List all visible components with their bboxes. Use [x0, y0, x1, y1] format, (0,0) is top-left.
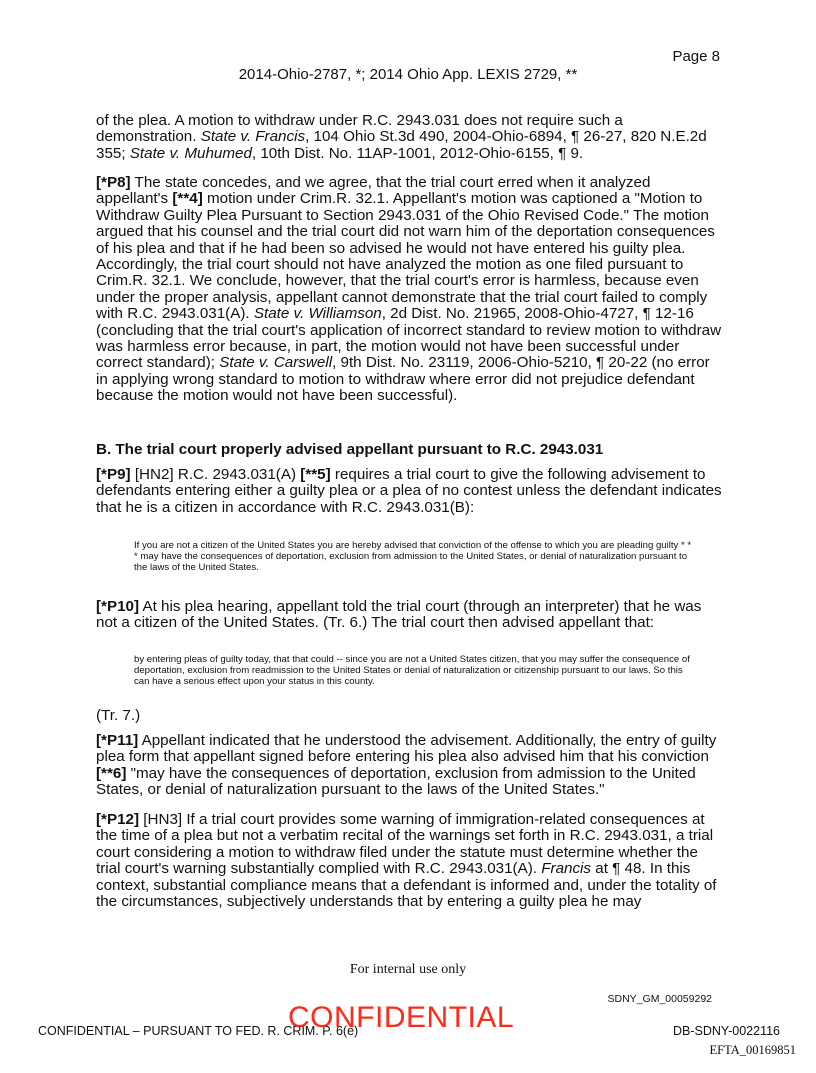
text-run: , 9th Dist. No. 23119, 2006-Ohio-5210, ¶ 20-22 (no error in applying wrong standard to motion to withdraw where error did not prejudice defendant because the motion would not have been successful). — [96, 354, 710, 405]
text-run: motion under Crim.R. 32.1. Appellant's motion was captioned a "Motion to Withdraw Guilty Plea Pursuant to Section 2943.031 of the Ohio Revised Code." The motion argued that his counsel and the trial court did not warn him of the deportation consequences of his plea and that if he had been so advised he would not have entered his guilty plea. Accordingly, the trial court should not have analyzed the motion as one filed pursuant to Crim.R. 32.1. We conclude, however, that the trial court's error is harmless, because even under the proper analysis, appellant cannot demonstrate that the trial court failed to comply with R.C. 2943.031(A). — [96, 190, 715, 323]
text-run: , 10th Dist. No. 11AP-1001, 2012-Ohio-6155, ¶ 9. — [251, 144, 584, 162]
bates-number: SDNY_GM_00059292 — [607, 993, 712, 1005]
case-name: State v. Carswell — [219, 354, 333, 372]
confidential-stamp: CONFIDENTIAL — [288, 1001, 515, 1034]
paragraph-p8 — [96, 175, 724, 405]
paragraph-continuation — [96, 113, 724, 162]
case-name: State v. Williamson — [253, 305, 382, 323]
page-pin: [**4] — [172, 190, 203, 208]
internal-use-notice: For internal use only — [349, 962, 467, 977]
case-name: State v. Muhumed — [129, 144, 252, 162]
paragraph-marker: [*P10] — [96, 598, 140, 615]
page-pin: [**5] — [300, 466, 331, 483]
page-number: Page 8 — [672, 48, 720, 65]
paragraph-marker: [*P8] — [96, 174, 131, 191]
text-run: [HN3] If a trial court provides some warning of immigration-related consequences at the time of a plea but not a verbatim recital of the warnings set forth in R.C. 2943.031, a trial court considering a motion to withdraw filed under the statute must determine whether the trial court's warning substantially complied with R.C. 2943.031(A). — [96, 811, 714, 878]
transcript-cite: (Tr. 7.) — [96, 707, 141, 724]
case-citation-header: 2014-Ohio-2787, *; 2014 Ohio App. LEXIS 2729, ** — [238, 66, 578, 83]
text-run: Appellant indicated that he understood the advisement. Additionally, the entry of guilty plea form that appellant signed before entering his plea also advised him that his conviction — [96, 732, 717, 766]
block-quote-transcript: by entering pleas of guilty today, that that could -- since you are not a United States citizen, that you may suffer the consequence of deportation, exclusion from readmission to the United States or denial of naturalization or citizenship pursuant to our laws. So this can have a serious effect upon your status in this county. — [134, 654, 690, 687]
text-run: of the plea. A motion to withdraw under R.C. 2943.031 does not require such a demonstration. — [96, 112, 623, 146]
block-quote-statute: If you are not a citizen of the United States you are hereby advised that conviction of the offense to which you are pleading guilty * * * may have the consequences of deportation, exclusion from admission to the United States, or denial of naturalization pursuant to the laws of the United States. — [134, 540, 692, 573]
paragraph-p12 — [96, 812, 724, 910]
text-run: At his plea hearing, appellant told the trial court (through an interpreter) that he was not a citizen of the United States. (Tr. 6.) The trial court then advised appellant that: — [96, 598, 702, 632]
case-name: State v. Francis — [200, 128, 306, 146]
text-run: at ¶ 48. In this context, substantial compliance means that a defendant is informed and, under the totality of the circumstances, subjectively understands that by entering a guilty plea he may — [96, 860, 717, 911]
case-name: Francis — [541, 860, 592, 878]
text-run: [HN2] R.C. 2943.031(A) — [130, 466, 301, 483]
section-heading: B. The trial court properly advised appellant pursuant to R.C. 2943.031 — [96, 441, 604, 458]
text-run: , 104 Ohio St.3d 490, 2004-Ohio-6894, ¶ 26-27, 820 N.E.2d 355; — [96, 128, 707, 162]
paragraph-p9 — [96, 467, 724, 516]
document-id: DB-SDNY-0022116 — [672, 1024, 780, 1038]
efta-number: EFTA_00169851 — [709, 1043, 796, 1057]
paragraph-marker: [*P9] — [96, 466, 131, 483]
paragraph-marker: [*P11] — [96, 732, 139, 749]
paragraph-p10 — [96, 599, 724, 632]
text-run: The state concedes, and we agree, that the trial court erred when it analyzed appellant's — [96, 174, 651, 208]
paragraph-marker: [*P12] — [96, 811, 140, 828]
text-run: , 2d Dist. No. 21965, 2008-Ohio-4727, ¶ 12-16 (concluding that the trial court's application of incorrect standard to review motion to withdraw was harmless error because, in part, the motion would not have been successful under correct standard); — [96, 305, 722, 372]
paragraph-p11 — [96, 733, 724, 799]
page-pin: [**6] — [96, 764, 127, 782]
text-run: requires a trial court to give the following advisement to defendants entering either a guilty plea or a plea of no contest unless the defendant indicates that he is a citizen in accordance with R.C. 2943.031(B): — [96, 466, 722, 516]
confidentiality-footer: CONFIDENTIAL – PURSUANT TO FED. R. CRIM. P. 6(e) — [38, 1024, 359, 1038]
text-run: "may have the consequences of deportation, exclusion from admission to the United States, or denial of naturalization pursuant to the laws of the United States." — [96, 764, 696, 799]
